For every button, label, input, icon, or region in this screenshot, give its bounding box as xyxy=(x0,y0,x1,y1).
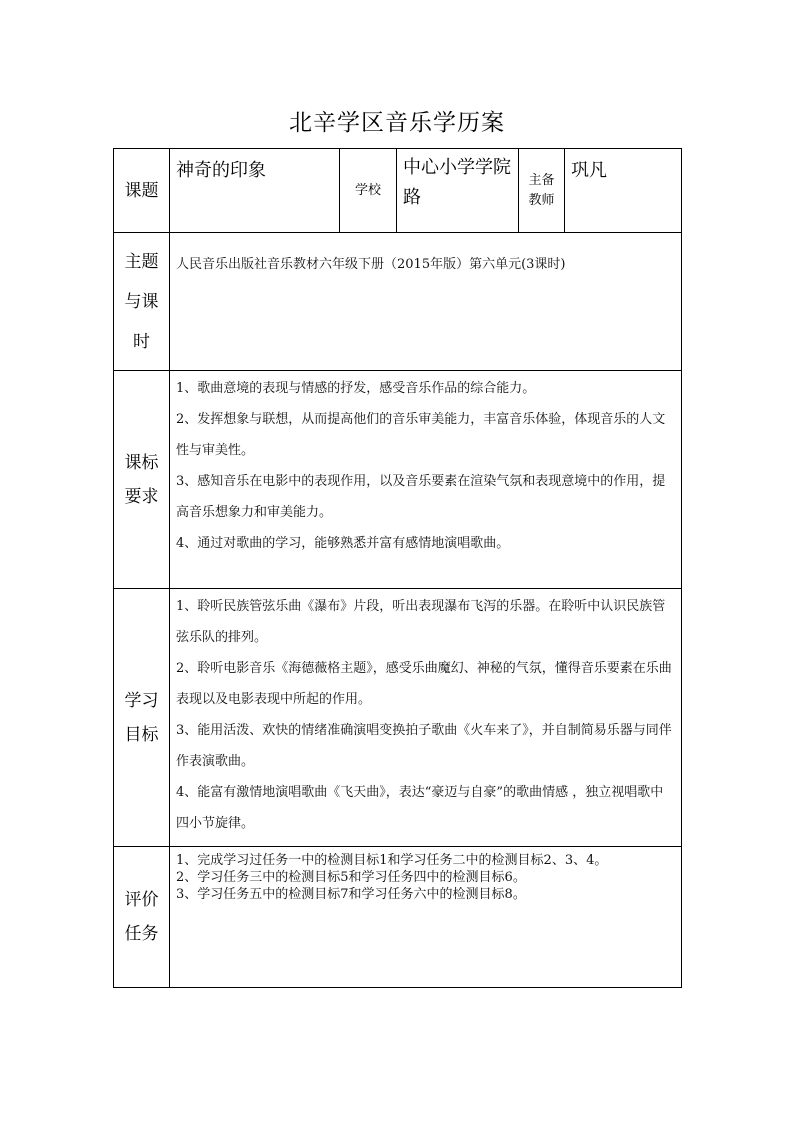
evaluation-item: 2、学习任务三中的检测目标5和学习任务四中的检测目标6。 xyxy=(176,870,526,885)
standards-item: 4、通过对歌曲的学习，能够熟悉并富有感情地演唱歌曲。 xyxy=(176,536,510,551)
goals-item: 3、能用活泼、欢快的情绪准确演唱变换拍子歌曲《火车来了》，并自制简易乐器与同伴作表演歌曲。 xyxy=(176,723,672,769)
goals-label: 学习目标 xyxy=(114,589,170,847)
evaluation-content xyxy=(170,847,682,988)
evaluation-item: 3、学习任务五中的检测目标7和学习任务六中的检测目标8。 xyxy=(176,887,526,902)
goals-item: 4、能富有激情地演唱歌曲《飞天曲》，表达“豪迈与自豪”的歌曲情感 ，独立视唱歌中四小节旋律。 xyxy=(176,785,664,831)
page-title: 北辛学区音乐学历案 xyxy=(289,110,505,136)
teacher-label: 主备教师 xyxy=(519,149,565,233)
goals-item: 2、聆听电影音乐《海德薇格主题》，感受乐曲魔幻、神秘的气氛，懂得音乐要素在乐曲表现以及电影表现中所起的作用。 xyxy=(176,661,672,707)
theme-label: 主题与课时 xyxy=(114,233,170,371)
standards-row xyxy=(114,371,682,589)
standards-item: 1、歌曲意境的表现与情感的抒发，感受音乐作品的综合能力。 xyxy=(176,381,536,396)
school-label: 学校 xyxy=(340,149,397,233)
header-row xyxy=(114,149,682,233)
standards-item: 2、发挥想象与联想，从而提高他们的音乐审美能力，丰富音乐体验，体现音乐的人文性与审美性。 xyxy=(176,412,666,458)
evaluation-row xyxy=(114,847,682,988)
goals-content xyxy=(170,589,682,847)
topic-value: 神奇的印象 xyxy=(170,149,340,233)
standards-label: 课标要求 xyxy=(114,371,170,589)
lesson-plan-table xyxy=(113,148,682,988)
teacher-value: 巩凡 xyxy=(565,149,682,233)
theme-row xyxy=(114,233,682,371)
theme-text: 人民音乐出版社音乐教材六年级下册（2015年版）第六单元(3课时) xyxy=(170,233,682,371)
evaluation-item: 1、完成学习过任务一中的检测目标1和学习任务二中的检测目标2、3、4。 xyxy=(176,853,608,868)
standards-item: 3、感知音乐在电影中的表现作用，以及音乐要素在渲染气氛和表现意境中的作用，提高音乐想象力和审美能力。 xyxy=(176,474,666,520)
school-value: 中心小学学院路 xyxy=(397,149,519,233)
goals-item: 1、聆听民族管弦乐曲《瀑布》片段，听出表现瀑布飞泻的乐器。在聆听中认识民族管弦乐队的排列。 xyxy=(176,599,666,645)
standards-content xyxy=(170,371,682,589)
topic-label: 课题 xyxy=(114,149,170,233)
goals-row xyxy=(114,589,682,847)
evaluation-label: 评价任务 xyxy=(114,847,170,988)
